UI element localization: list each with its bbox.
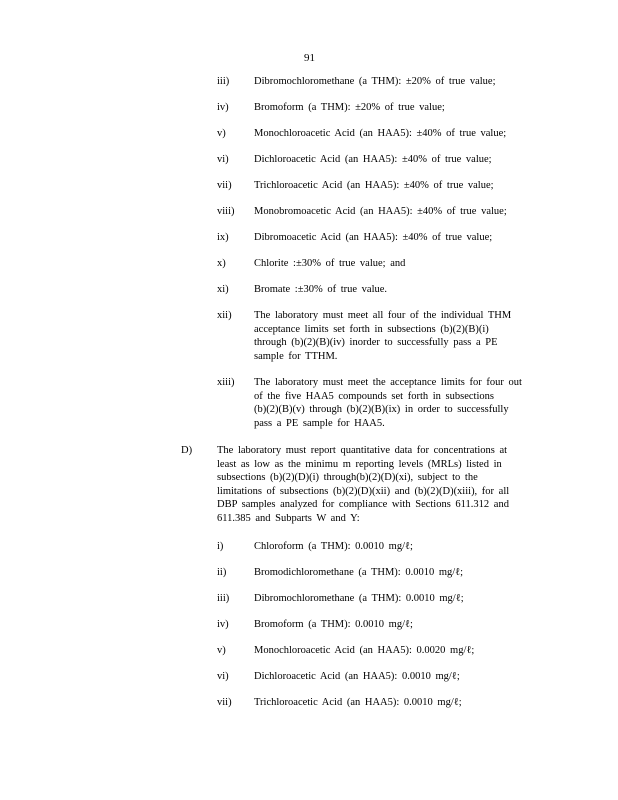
item-number: vii) [217,180,232,191]
item-number: iv) [217,102,229,113]
item-text: Trichloroacetic Acid (an HAA5): ±40% of true value; [254,180,494,191]
paragraph-line: through (b)(2)(B)(iv) inorder to successfully pass a PE [254,337,498,348]
paragraph-line: The laboratory must report quantitative data for concentrations at [217,445,508,456]
item-text: Bromate :±30% of true value. [254,284,388,295]
item-text: Dichloroacetic Acid (an HAA5): 0.0010 mg/ℓ; [254,671,460,682]
item-text: Chloroform (a THM): 0.0010 mg/ℓ; [254,541,413,552]
paragraph-line: subsections (b)(2)(D)(i) through(b)(2)(D)(xi), subject to the [217,472,478,483]
item-number: v) [217,645,226,656]
item-number: xiii) [217,377,235,388]
item-text: Dibromochloromethane (a THM): ±20% of true value; [254,76,496,87]
item-number: iii) [217,76,230,87]
item-text: Monochloroacetic Acid (an HAA5): ±40% of true value; [254,128,507,139]
item-text: Bromoform (a THM): ±20% of true value; [254,102,445,113]
item-paragraph [254,309,539,363]
item-text: Dichloroacetic Acid (an HAA5): ±40% of true value; [254,154,492,165]
paragraph-line: pass a PE sample for HAA5. [254,417,385,429]
item-number: iii) [217,593,230,604]
item-number: v) [217,128,226,139]
section-paragraph [217,444,537,525]
item-text: Bromodichloromethane (a THM): 0.0010 mg/ℓ; [254,567,464,578]
item-paragraph [254,376,539,430]
paragraph-line: DBP samples analyzed for compliance with Sections 611.312 and [217,499,509,510]
paragraph-line: The laboratory must meet all four of the individual THM [254,310,512,321]
item-number: vii) [217,697,232,708]
paragraph-line: least as low as the minimu m reporting levels (MRLs) listed in [217,458,502,470]
paragraph-line: 611.385 and Subparts W and Y: [217,512,360,524]
item-text: Bromoform (a THM): 0.0010 mg/ℓ; [254,619,413,630]
item-number: vi) [217,154,229,165]
item-number: xii) [217,310,232,321]
item-text: Monobromoacetic Acid (an HAA5): ±40% of true value; [254,206,507,217]
item-number: x) [217,258,226,269]
item-number: i) [217,541,224,552]
paragraph-line: The laboratory must meet the acceptance limits for four out [254,377,522,388]
item-number: xi) [217,284,229,295]
item-number: iv) [217,619,229,630]
paragraph-line: acceptance limits set forth in subsections (b)(2)(B)(i) [254,323,489,335]
paragraph-line: sample for TTHM. [254,350,338,362]
item-text: Trichloroacetic Acid (an HAA5): 0.0010 mg/ℓ; [254,697,462,708]
item-number: viii) [217,206,235,217]
item-number: ii) [217,567,227,578]
item-text: Dibromoacetic Acid (an HAA5): ±40% of true value; [254,232,493,243]
item-number: ix) [217,232,229,243]
item-text: Chlorite :±30% of true value; and [254,258,406,269]
page-number: 91 [304,52,315,64]
paragraph-line: (b)(2)(B)(v) through (b)(2)(B)(ix) in order to successfully [254,404,509,415]
item-text: Monochloroacetic Acid (an HAA5): 0.0020 mg/ℓ; [254,645,475,656]
item-number: vi) [217,671,229,682]
item-text: Dibromochloromethane (a THM): 0.0010 mg/ℓ; [254,593,464,604]
paragraph-line: limitations of subsections (b)(2)(D)(xii) and (b)(2)(D)(xiii), for all [217,485,510,497]
section-label: D) [181,445,193,456]
paragraph-line: of the five HAA5 compounds set forth in subsections [254,390,494,402]
